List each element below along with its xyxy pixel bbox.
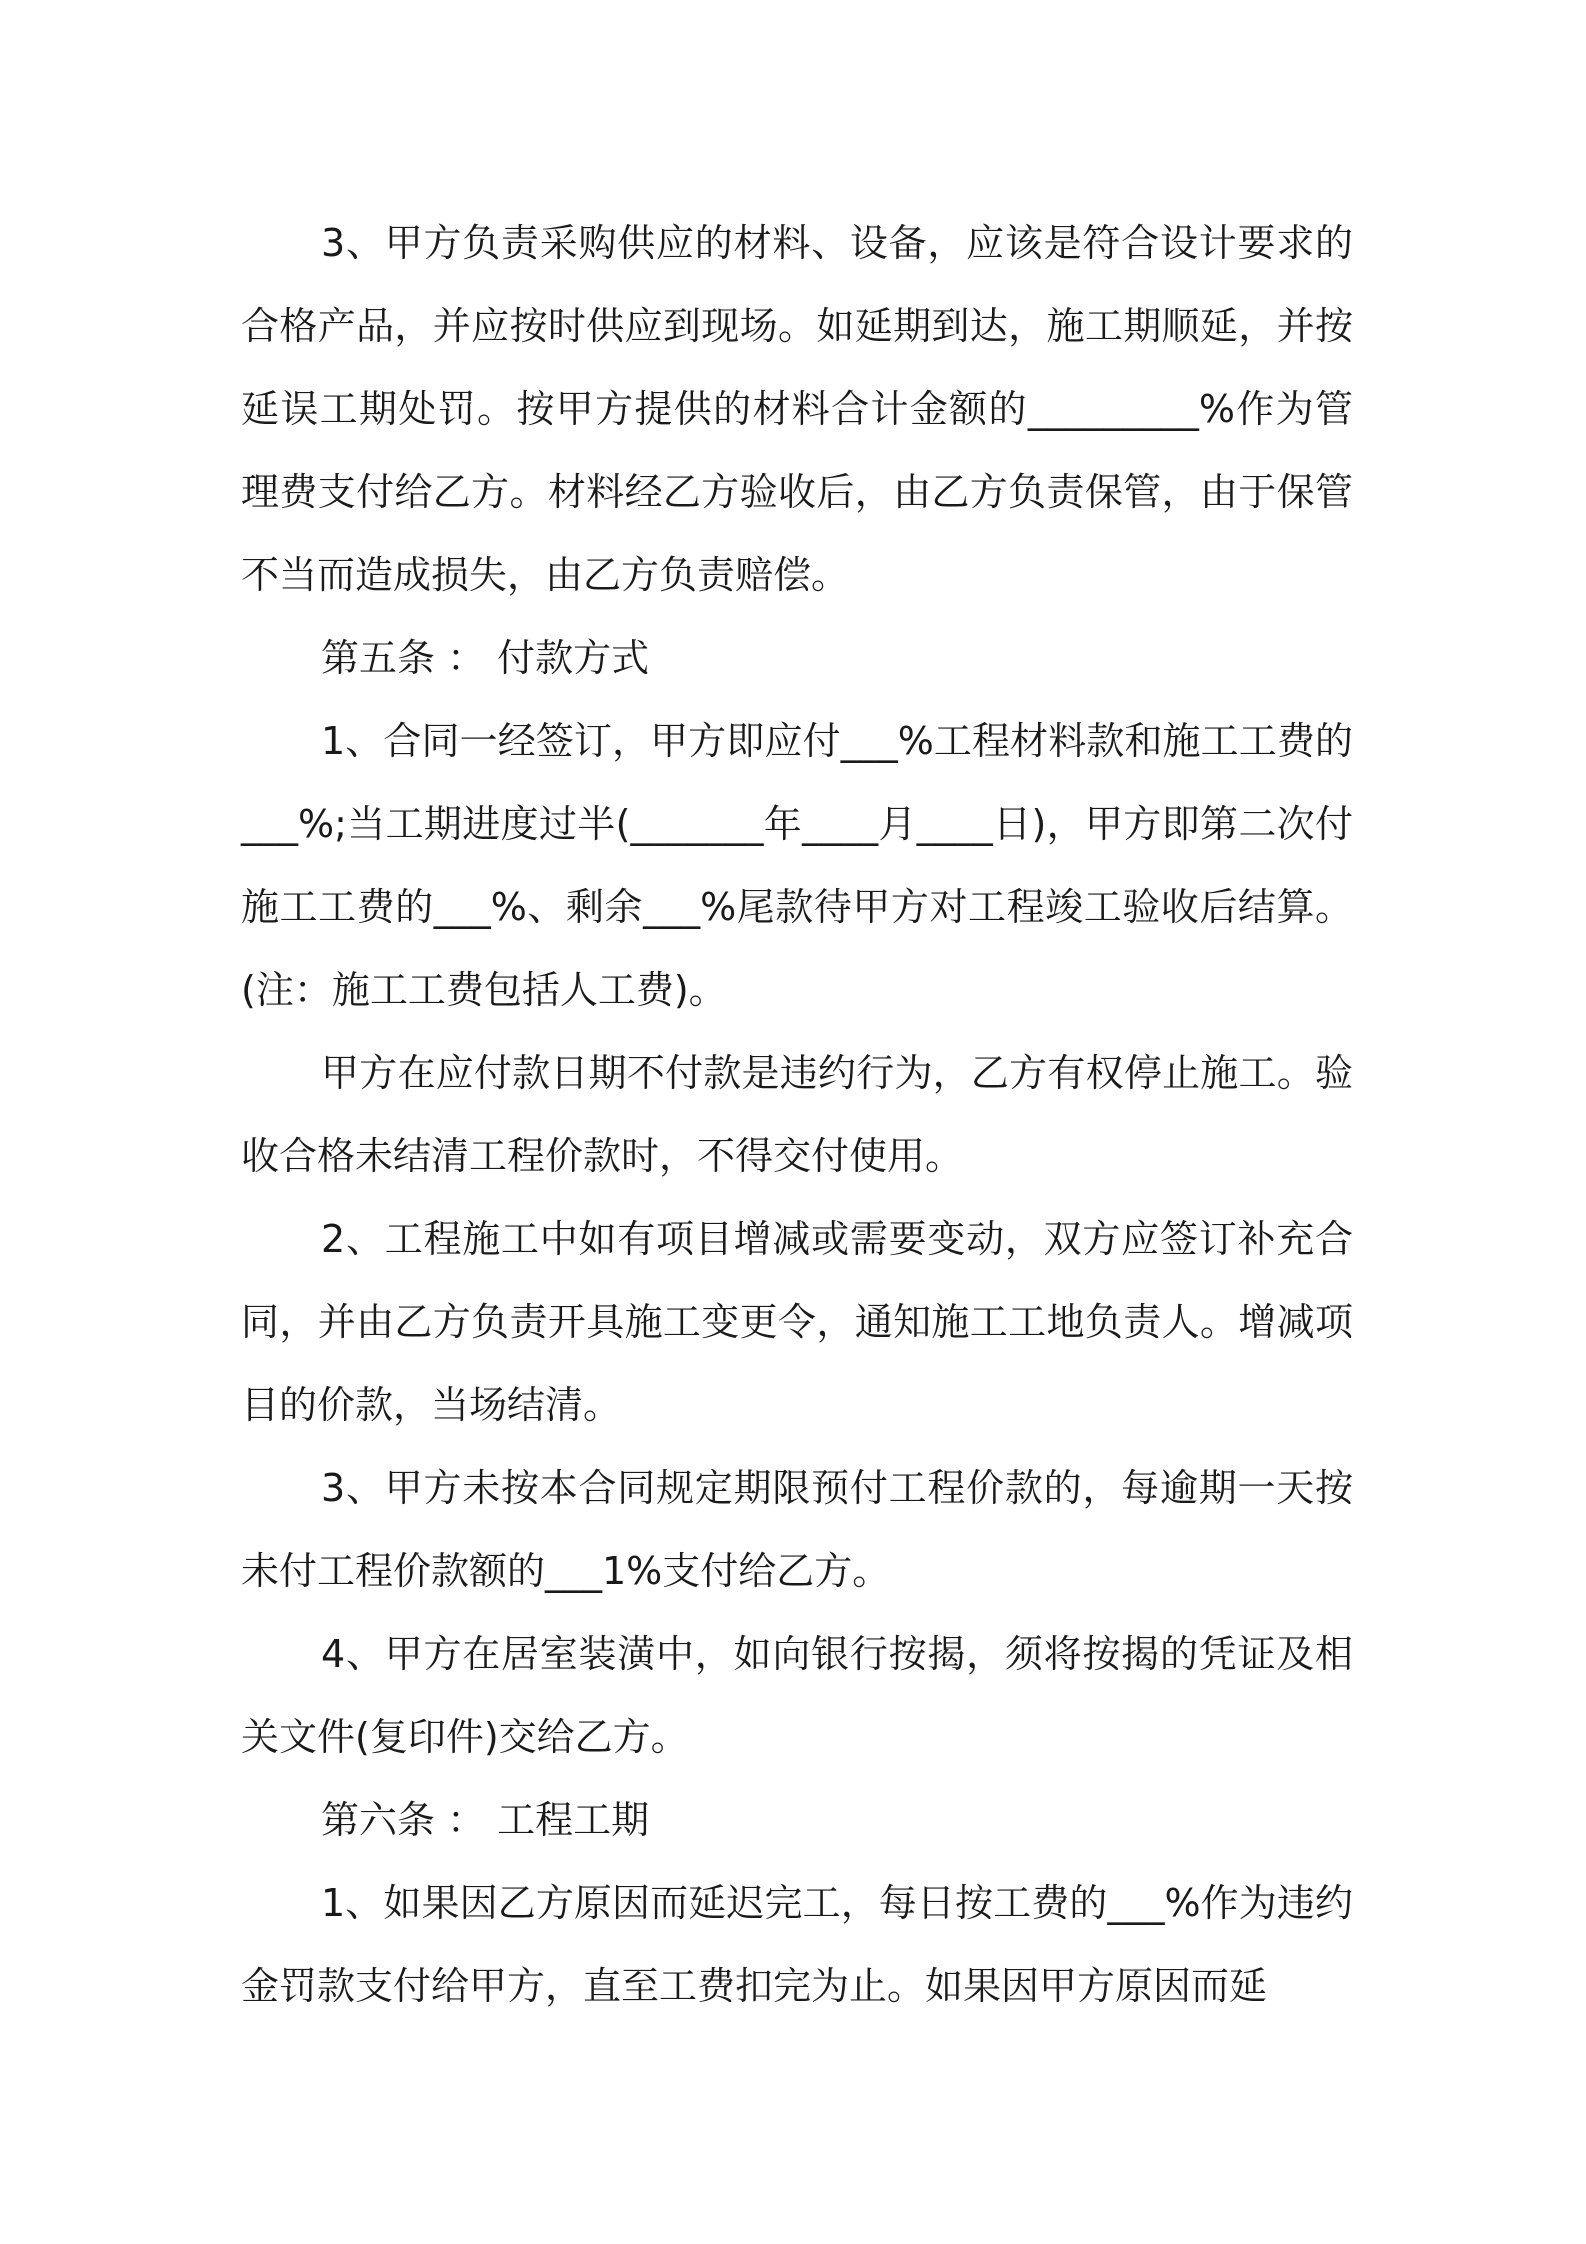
payment-clause-1-paragraph: 1、合同一经签订，甲方即应付___%工程材料款和施工工费的___%;当工期进度过半(_______年____月____日)，甲方即第二次付施工工费的___%、剩余___%尾款待甲方对工程竣工验收后结算。(注：施工工费包括人工费)。 [241, 719, 1353, 1012]
clause-3-materials-paragraph: 3、甲方负责采购供应的材料、设备，应该是符合设计要求的合格产品，并应按时供应到现场。如延期到达，施工期顺延，并按延误工期处罚。按甲方提供的材料合计金额的_________%作为管理费支付给乙方。材料经乙方验收后，由乙方负责保管，由于保管不当而造成损失，由乙方负责赔偿。 [241, 221, 1353, 597]
schedule-clause-1-paragraph: 1、如果因乙方原因而延迟完工，每日按工费的___%作为违约金罚款支付给甲方，直至工费扣完为止。如果因甲方原因而延 [241, 1881, 1353, 2008]
payment-clause-4-paragraph: 4、甲方在居室装潢中，如向银行按揭，须将按揭的凭证及相关文件(复印件)交给乙方。 [241, 1632, 1353, 1759]
contract-text-body [241, 202, 1353, 2028]
payment-clause-3-paragraph: 3、甲方未按本合同规定期限预付工程价款的，每逾期一天按未付工程价款额的___1%支付给乙方。 [241, 1466, 1353, 1593]
late-payment-paragraph: 甲方在应付款日期不付款是违约行为，乙方有权停止施工。验收合格未结清工程价款时，不得交付使用。 [241, 1051, 1353, 1178]
article-5-heading: 第五条 ： 付款方式 [321, 636, 650, 680]
payment-clause-2-paragraph: 2、工程施工中如有项目增减或需要变动，双方应签订补充合同，并由乙方负责开具施工变更令，通知施工工地负责人。增减项目的价款，当场结清。 [241, 1217, 1353, 1427]
article-6-heading: 第六条 ： 工程工期 [321, 1798, 650, 1842]
